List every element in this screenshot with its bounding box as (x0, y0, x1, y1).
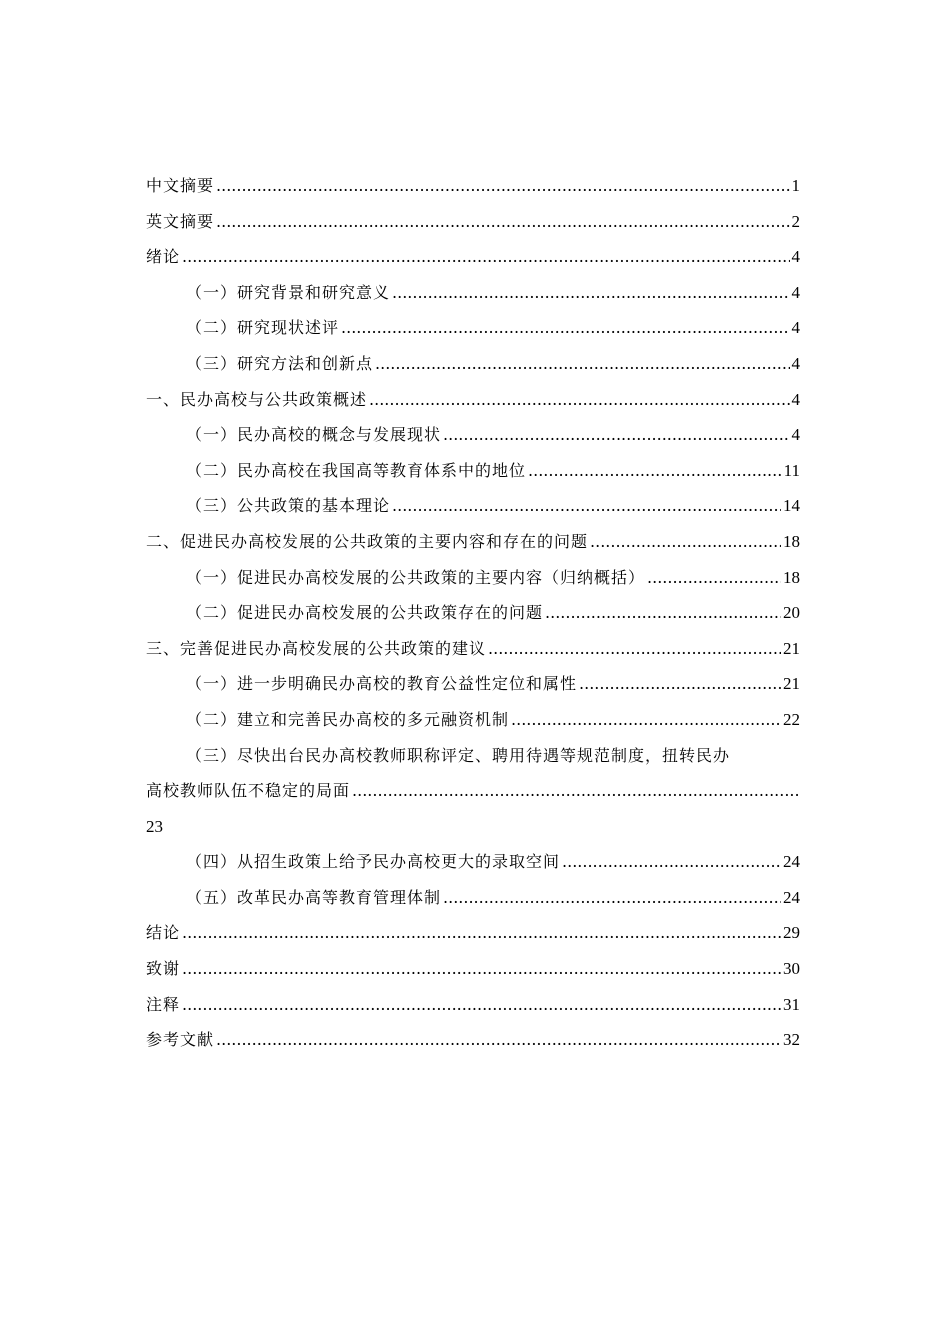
toc-entry-page: 4 (791, 282, 800, 302)
toc-dot-leader (545, 595, 781, 631)
toc-entry-intro-3[interactable] (146, 346, 800, 382)
toc-entry-page: 30 (783, 959, 800, 979)
toc-dot-leader (579, 666, 781, 702)
toc-entry-page: 21 (783, 674, 800, 694)
toc-dot-leader (216, 204, 789, 240)
toc-dot-leader (352, 773, 798, 809)
toc-entry-title: （二）促进民办高校发展的公共政策存在的问题 (186, 603, 544, 623)
toc-entry-intro-1[interactable] (146, 275, 800, 311)
toc-entry-acknowledgements[interactable] (146, 951, 800, 987)
toc-entry-chapter-3[interactable] (146, 631, 800, 667)
toc-dot-leader (341, 310, 789, 346)
toc-entry-title-line2-row (146, 773, 800, 809)
toc-entry-page: 24 (783, 852, 800, 872)
toc-dot-leader (562, 844, 781, 880)
toc-entry-page: 24 (783, 887, 800, 907)
toc-dot-leader (369, 382, 789, 418)
toc-entry-chapter-3-3[interactable] (146, 738, 800, 845)
toc-entry-title: 结论 (146, 923, 181, 943)
toc-entry-chinese-abstract[interactable] (146, 168, 800, 204)
toc-entry-title: （五）改革民办高等教育管理体制 (186, 887, 442, 907)
toc-dot-leader (182, 915, 781, 951)
toc-entry-chapter-2-1[interactable] (146, 560, 800, 596)
toc-entry-page: 31 (783, 994, 800, 1014)
toc-dot-leader (443, 417, 789, 453)
toc-entry-chapter-3-2[interactable] (146, 702, 800, 738)
toc-entry-title: 中文摘要 (146, 176, 215, 195)
toc-entry-title: （三）研究方法和创新点 (186, 353, 374, 373)
toc-entry-title-line2: 高校教师队伍不稳定的局面 (146, 781, 351, 801)
toc-entry-intro-2[interactable] (146, 310, 800, 346)
toc-entry-page: 4 (791, 318, 800, 338)
toc-dot-leader (216, 1022, 781, 1058)
toc-dot-leader (392, 275, 789, 311)
toc-entry-page: 18 (783, 567, 800, 587)
toc-dot-leader (590, 524, 781, 560)
toc-entry-page: 4 (791, 247, 800, 267)
toc-dot-leader (182, 239, 789, 275)
toc-entry-page: 32 (783, 1030, 800, 1050)
toc-entry-notes[interactable] (146, 987, 800, 1023)
toc-entry-title: 注释 (146, 994, 181, 1014)
toc-dot-leader (443, 880, 781, 916)
toc-entry-page: 11 (783, 460, 800, 480)
toc-entry-title: （三）公共政策的基本理论 (186, 496, 391, 516)
toc-dot-leader (488, 631, 781, 667)
toc-dot-leader (647, 560, 781, 596)
toc-entry-chapter-3-4[interactable] (146, 844, 800, 880)
toc-dot-leader (528, 453, 782, 489)
toc-entry-title: （一）民办高校的概念与发展现状 (186, 425, 442, 445)
toc-entry-page: 23 (146, 816, 163, 836)
toc-entry-page: 4 (791, 425, 800, 445)
toc-entry-title: （四）从招生政策上给予民办高校更大的录取空间 (186, 852, 561, 872)
toc-entry-page: 2 (791, 211, 800, 231)
toc-entry-title-line1: （三）尽快出台民办高校教师职称评定、聘用待遇等规范制度，扭转民办 (186, 745, 731, 765)
toc-dot-leader (511, 702, 781, 738)
toc-dot-leader (182, 951, 781, 987)
toc-entry-title: （二）建立和完善民办高校的多元融资机制 (186, 709, 510, 729)
toc-entry-chapter-2[interactable] (146, 524, 800, 560)
toc-entry-page: 4 (791, 389, 800, 409)
toc-entry-chapter-1-2[interactable] (146, 453, 800, 489)
toc-entry-title: （二）研究现状述评 (186, 318, 340, 338)
toc-entry-page: 14 (783, 496, 800, 516)
toc-entry-chapter-1-1[interactable] (146, 417, 800, 453)
toc-entry-title: （一）进一步明确民办高校的教育公益性定位和属性 (186, 674, 578, 694)
toc-entry-conclusion[interactable] (146, 915, 800, 951)
toc-entry-page: 22 (783, 709, 800, 729)
toc-dot-leader (182, 987, 781, 1023)
toc-entry-page: 4 (791, 353, 800, 373)
toc-entry-chapter-2-2[interactable] (146, 595, 800, 631)
toc-entry-title: 英文摘要 (146, 211, 215, 231)
toc-entry-page: 29 (783, 923, 800, 943)
toc-dot-leader (392, 488, 781, 524)
toc-entry-title: 二、促进民办高校发展的公共政策的主要内容和存在的问题 (146, 531, 589, 551)
toc-entry-title: （一）促进民办高校发展的公共政策的主要内容（归纳概括） (186, 567, 646, 587)
toc-entry-chapter-1-3[interactable] (146, 488, 800, 524)
toc-entry-title: （一）研究背景和研究意义 (186, 282, 391, 302)
toc-dot-leader (216, 168, 789, 204)
toc-entry-title: 一、民办高校与公共政策概述 (146, 389, 368, 409)
toc-entry-chapter-3-5[interactable] (146, 880, 800, 916)
toc-entry-title: （二）民办高校在我国高等教育体系中的地位 (186, 460, 527, 480)
table-of-contents (146, 168, 800, 1058)
toc-entry-page: 20 (783, 603, 800, 623)
toc-entry-english-abstract[interactable] (146, 204, 800, 240)
toc-entry-page: 1 (791, 176, 800, 195)
toc-entry-page: 18 (783, 531, 800, 551)
toc-entry-title: 致谢 (146, 959, 181, 979)
toc-entry-title: 参考文献 (146, 1030, 215, 1050)
toc-entry-title: 三、完善促进民办高校发展的公共政策的建议 (146, 638, 487, 658)
toc-entry-chapter-3-1[interactable] (146, 666, 800, 702)
toc-entry-chapter-1[interactable] (146, 382, 800, 418)
toc-entry-title: 绪论 (146, 247, 181, 267)
toc-entry-page: 21 (783, 638, 800, 658)
toc-dot-leader (375, 346, 789, 382)
toc-entry-introduction[interactable] (146, 239, 800, 275)
toc-entry-references[interactable] (146, 1022, 800, 1058)
